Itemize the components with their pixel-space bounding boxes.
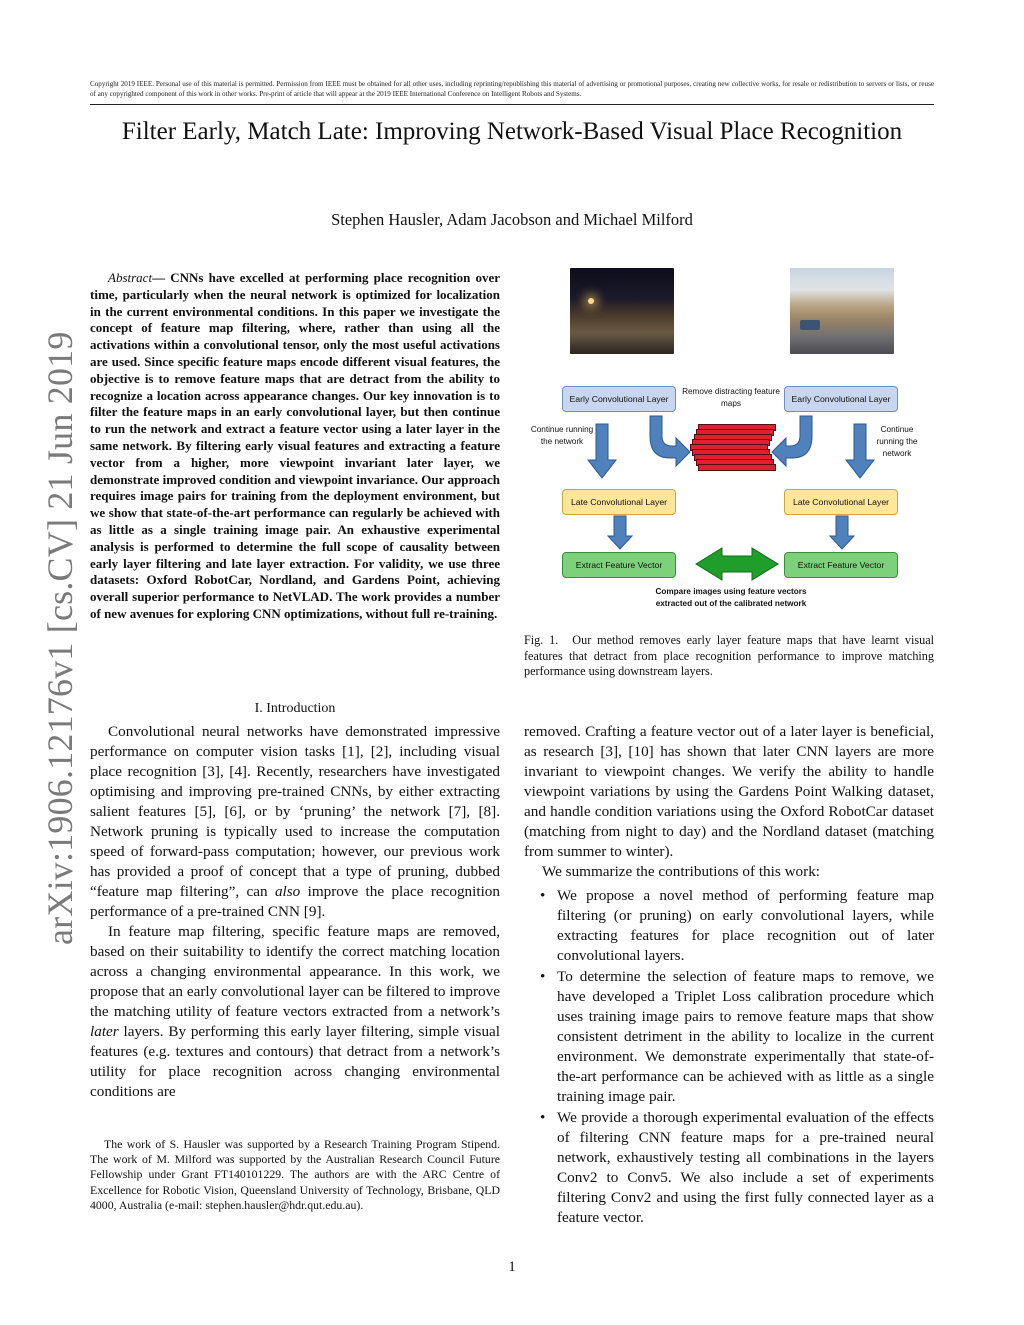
right-column-continuation: removed. Crafting a feature vector out of a later layer is beneficial, as research [3], [10] has shown that later CNN layers are more invariant to viewpoint changes. We verify the ability to handle viewpoint variations by using the Gardens Point Walking dataset, and handle condition variations using the Oxford RobotCar dataset (matching from night to day) and the Nordland dataset (matching from summer to winter). <box>524 723 934 860</box>
late-conv-layer-left: Late Convolutional Layer <box>562 489 676 515</box>
intro-paragraph-1 <box>90 722 500 922</box>
abstract-dash: — <box>152 270 166 285</box>
contribution-text-2: To determine the selection of feature maps to remove, we have developed a Triplet Loss calibration procedure which uses training image pairs to remove feature maps that show consistent detriment in the ability to localize in the current environment. We demonstrate experimentally that state-of-the-art performance can be achieved with as little as a single training image pair. <box>557 968 934 1105</box>
continue-note-right: Continue running the network <box>876 425 918 458</box>
intro-p2-emphasis: later <box>90 1023 119 1040</box>
compare-arrow <box>696 548 778 580</box>
bullet-icon: • <box>540 887 546 904</box>
curved-arrow-left <box>650 416 690 466</box>
introduction-body <box>90 722 500 1102</box>
early-conv-layer-left: Early Convolutional Layer <box>562 386 676 412</box>
extract-feature-vector-right: Extract Feature Vector <box>784 552 898 578</box>
contribution-item <box>524 886 934 966</box>
intro-p1-text-b: improve the place recognition performance of a pre-trained CNN [9]. <box>90 883 500 920</box>
paper-authors: Stephen Hausler, Adam Jacobson and Michael Milford <box>331 210 693 229</box>
contributions-intro: We summarize the contributions of this work: <box>542 863 821 880</box>
curved-arrow-right <box>772 416 812 466</box>
contribution-item <box>524 967 934 1107</box>
bullet-icon: • <box>540 1109 546 1126</box>
bullet-icon: • <box>540 968 546 985</box>
abstract <box>90 270 500 623</box>
intro-p2-text-a: In feature map filtering, specific feature maps are removed, based on their suitability to identify the correct matching location across a changing environmental appearance. In this work, we propose that an early convolutional layer can be filtered to improve the matching utility of feature vectors extracted from a network’s <box>90 923 500 1020</box>
copyright-notice: Copyright 2019 IEEE. Personal use of this material is permitted. Permission from IEEE must be obtained for all other uses, including reprinting/republishing this material of advertising or promotional purposes, creating new collective works, for resale or redistribution to servers or lists, or reuse of any copyrighted component of this work in other works. Pre-print of article that will appear at the 2019 IEEE International Conference on Intelligent Robots and Systems. <box>90 80 934 98</box>
down-arrow-left-2 <box>608 516 632 549</box>
remove-distracting-note: Remove distracting feature maps <box>682 387 780 408</box>
late-conv-layer-right: Late Convolutional Layer <box>784 489 898 515</box>
intro-p2-text-b: layers. By performing this early layer filtering, simple visual features (e.g. textures and contours) that detract from a network’s utility for place recognition across changing environmental conditions are <box>90 1023 500 1100</box>
funding-footnote: The work of S. Hausler was supported by a Research Training Program Stipend. The work of M. Milford was supported by the Australian Research Council Future Fellowship under Grant FT140101229. The authors are with the ARC Centre of Excellence for Robotic Vision, Queensland University of Technology, Brisbane, QLD 4000, Australia (e-mail: stephen.hausler@hdr.qut.edu.au). <box>90 1137 500 1212</box>
right-column-body <box>524 722 934 1229</box>
contributions-list <box>524 886 934 1228</box>
feature-map-9 <box>698 464 776 471</box>
night-street-image <box>570 268 674 354</box>
section-heading-introduction: I. Introduction <box>254 701 336 716</box>
filtered-feature-maps-stack <box>686 424 774 478</box>
abstract-label: Abstract <box>108 270 153 285</box>
arxiv-stamp: arXiv:1906.12176v1 [cs.CV] 21 Jun 2019 <box>40 331 80 945</box>
page-number: 1 <box>508 1259 516 1275</box>
figure-caption-text: Our method removes early layer feature maps that have learnt visual features that detract from place recognition performance to improve matching performance using downstream layers. <box>524 633 934 678</box>
intro-p1-emphasis: also <box>274 883 301 900</box>
header-divider <box>90 104 934 105</box>
contribution-text-1: We propose a novel method of performing feature map filtering (or pruning) on early convolutional layers, while extracting features for place recognition out of later convolutional layers. <box>557 887 934 964</box>
intro-paragraph-2 <box>90 922 500 1102</box>
figure-1-caption <box>524 633 934 680</box>
continue-note-left: Continue running the network <box>530 425 594 446</box>
figure-caption-label: Fig. 1. <box>524 633 559 647</box>
contribution-text-3: We provide a thorough experimental evaluation of the effects of filtering CNN feature maps for a pre-trained neural network, exhaustively testing all combinations in the layers Conv2 to Conv5. We also include a set of experiments filtering Conv2 and using the first fully connected layer as a feature vector. <box>557 1109 934 1226</box>
early-conv-layer-right: Early Convolutional Layer <box>784 386 898 412</box>
extract-feature-vector-left: Extract Feature Vector <box>562 552 676 578</box>
abstract-text: CNNs have excelled at performing place recognition over time, particularly when the neural network is optimized for localization in the current environmental conditions. In this paper we investigate the concept of feature map filtering, where, rather than using all the activations within a convolutional tensor, only the most useful activations are used. Since specific feature maps encode different visual features, the objective is to remove feature maps that are detract from the ability to recognize a location across appearance changes. Our key innovation is to filter the feature maps in an early convolutional layer, but then continue to run the network and extract a feature vector using a later layer in the same network. By filtering early visual features and extracting a feature vector from a higher, more viewpoint invariant later layer, we demonstrate improved condition and viewpoint invariance. Our approach requires image pairs for training from the deployment environment, but we show that state-of-the-art performance can regularly be achieved with as little as a single training image pair. An exhaustive experimental analysis is performed to determine the full scope of causality between early layer filtering and late layer extraction. For validity, we use three datasets: Oxford RobotCar, Nordland, and Gardens Point, achieving overall superior performance to NetVLAD. The work provides a number of new avenues for exploring CNN optimizations, without full re-training. <box>90 270 501 621</box>
compare-images-note: Compare images using feature vectors extracted out of the calibrated network <box>655 587 807 608</box>
down-arrow-right-2 <box>830 516 854 549</box>
figure-1 <box>526 264 936 624</box>
paper-title: Filter Early, Match Late: Improving Network-Based Visual Place Recognition <box>121 118 903 145</box>
day-street-image <box>790 268 894 354</box>
contribution-item <box>524 1108 934 1228</box>
intro-p1-text-a: Convolutional neural networks have demonstrated impressive performance on computer vision tasks [1], [2], including visual place recognition [3], [4]. Recently, researchers have investigated optimising and improving pre-trained CNNs, by either extracting salient features [5], [6], or by ‘pruning’ the network [7], [8]. Network pruning is typically used to increase the computation speed of forward-pass computation; however, our previous work has provided a proof of concept that a type of pruning, dubbed “feature map filtering”, can <box>90 723 500 900</box>
